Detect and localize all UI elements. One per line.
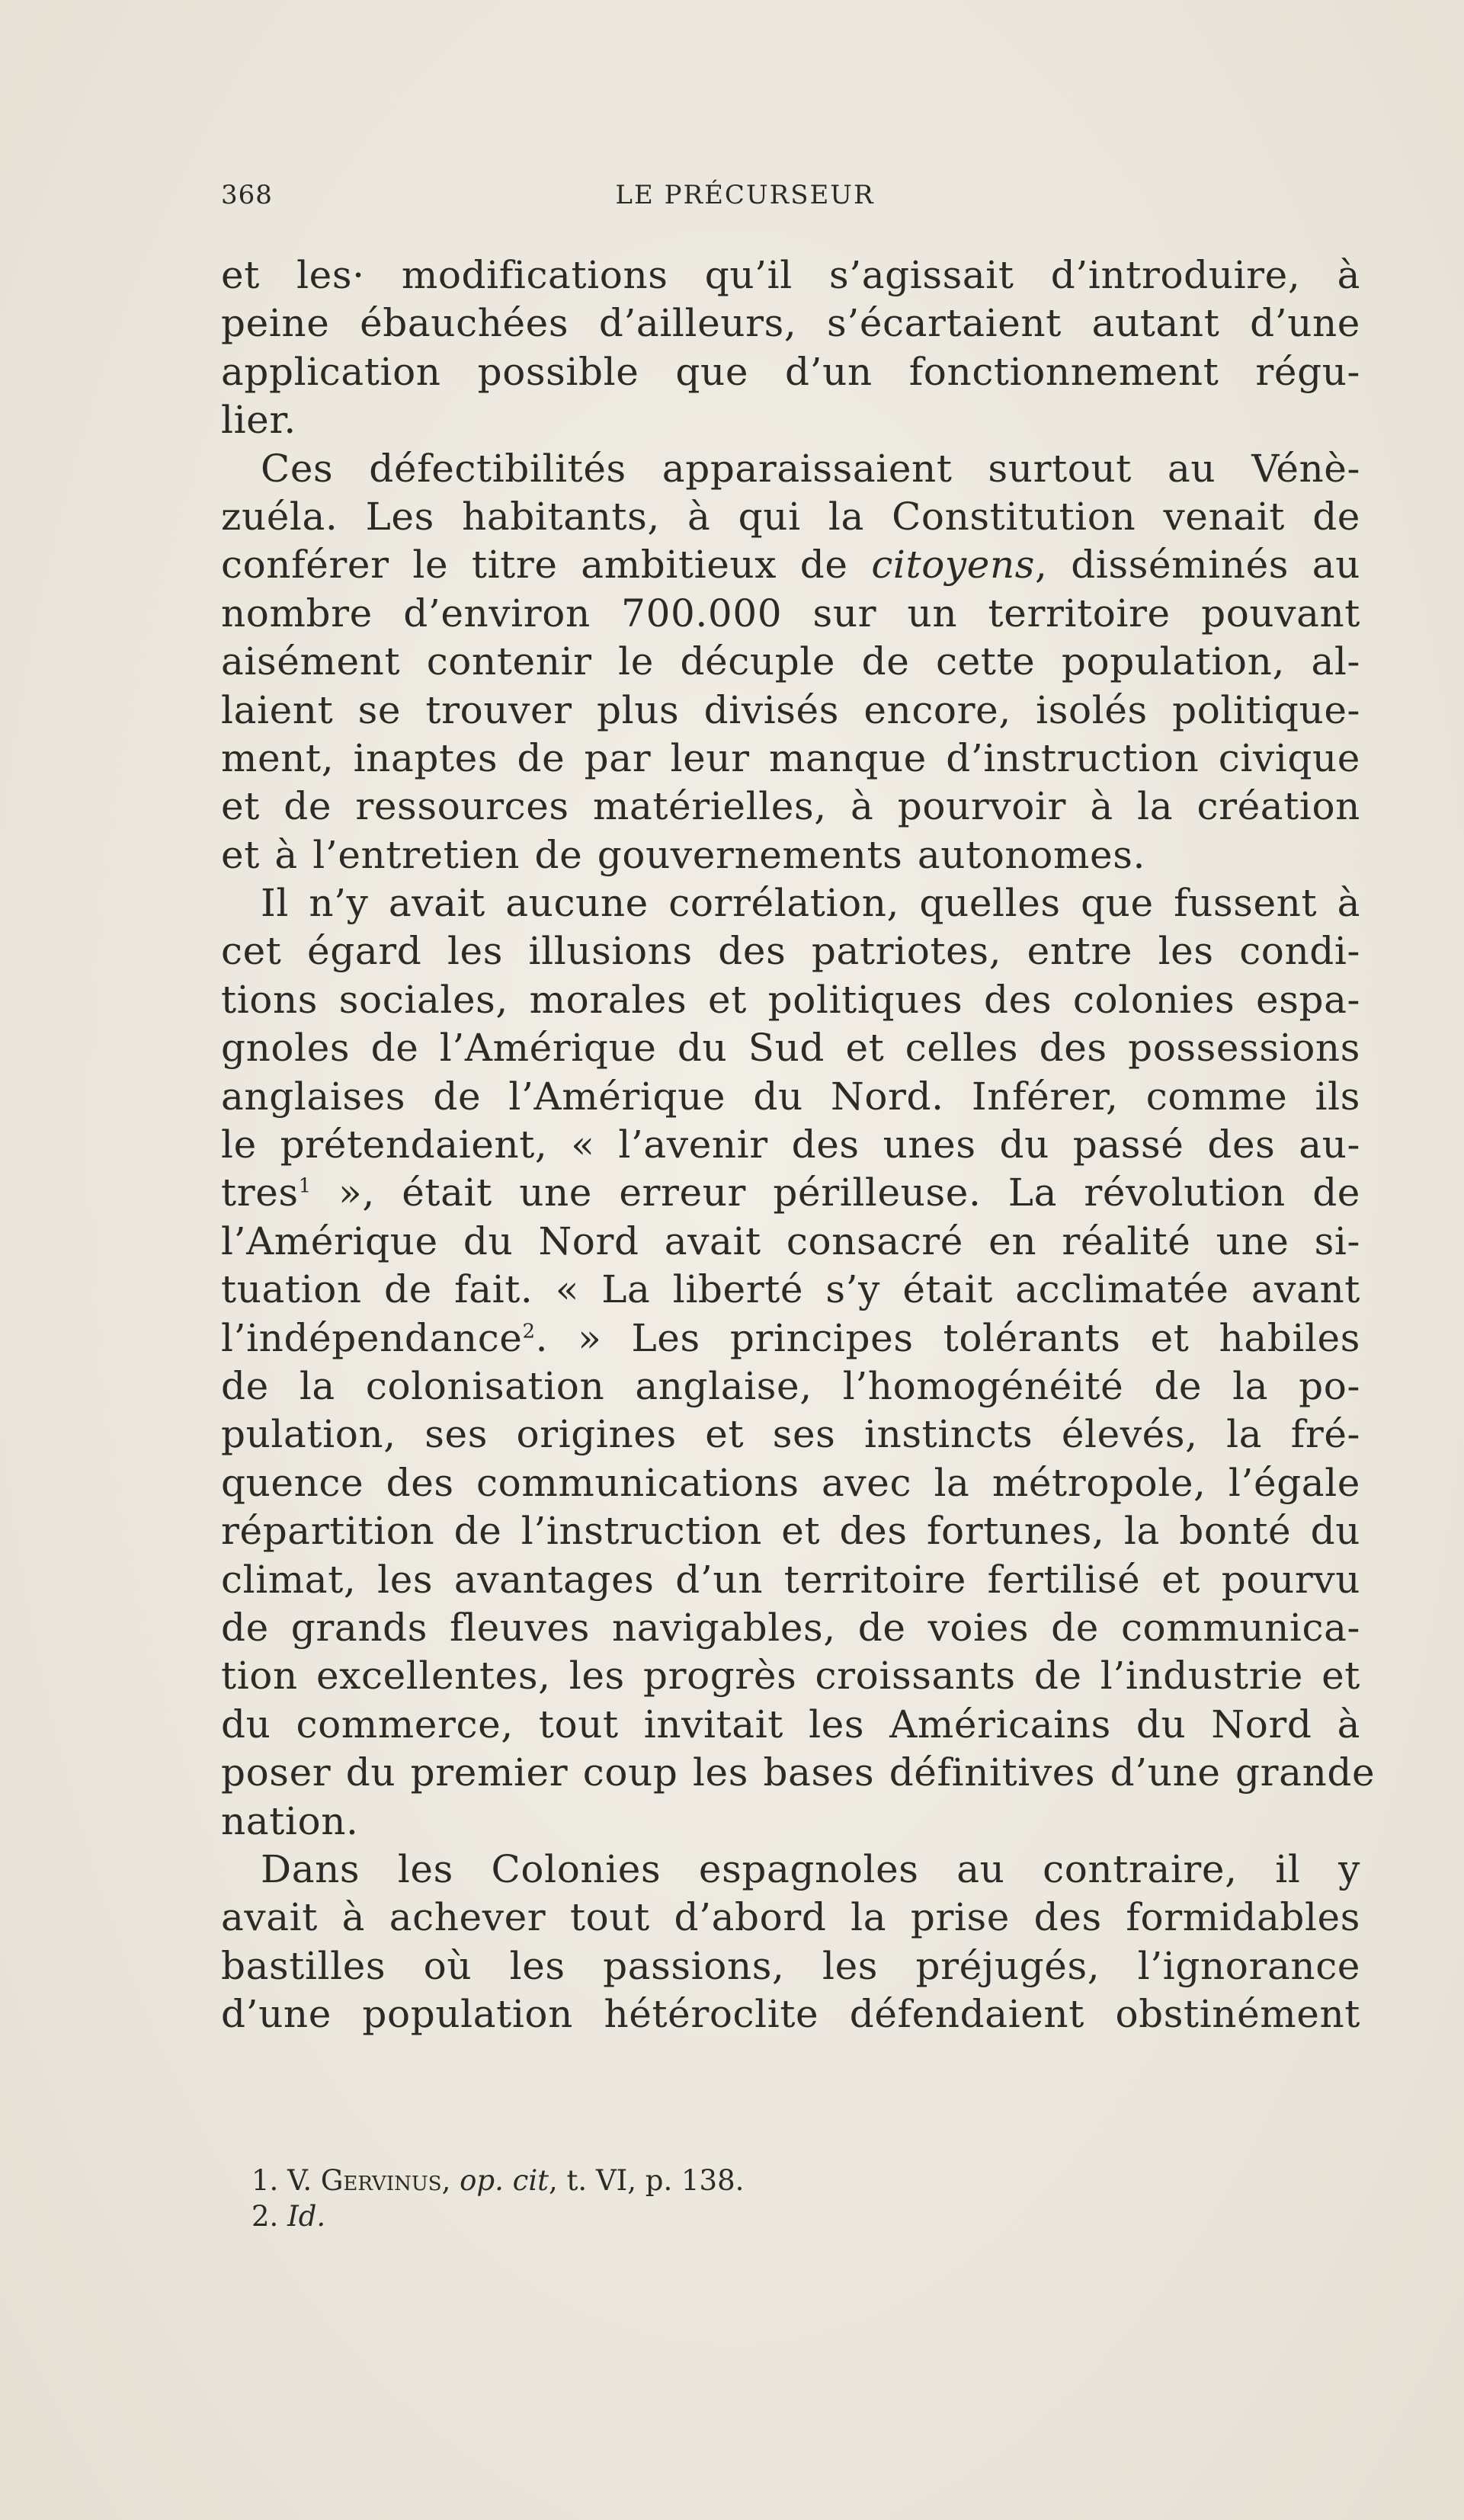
text-line: et à l’entretien de gouvernements autonomes. xyxy=(221,832,1145,877)
footnote-1 xyxy=(251,2163,1166,2198)
text-segment: conférer le titre ambitieux de xyxy=(221,543,872,588)
text-line: bastilles où les passions, les préjugés, l’ignorance xyxy=(221,1943,1360,1988)
text-line: nombre d’environ 700.000 sur un territoire pouvant xyxy=(221,591,1360,636)
text-line: tions sociales, morales et politiques des colonies espa- xyxy=(221,977,1360,1022)
text-line: répartition de l’instruction et des fortunes, la bonté du xyxy=(221,1509,1360,1554)
text-line: pulation, ses origines et ses instincts élevés, la fré- xyxy=(221,1412,1360,1457)
text-segment: , disséminés au xyxy=(1035,543,1360,588)
text-line: Dans les Colonies espagnoles au contraire, il y xyxy=(261,1846,1360,1891)
text-segment: . » Les principes tolérants et habiles xyxy=(535,1315,1360,1360)
text-line: climat, les avantages d’un territoire fertilisé et pourvu xyxy=(221,1557,1360,1602)
text-line: du commerce, tout invitait les Américains du Nord à xyxy=(221,1702,1360,1747)
text-line: et de ressources matérielles, à pourvoir à la création xyxy=(221,784,1360,829)
footnote-text: V. xyxy=(287,2164,312,2197)
running-title: LE PRÉCURSEUR xyxy=(615,180,875,210)
italic-term: citoyens xyxy=(871,543,1036,588)
page-number: 368 xyxy=(221,180,273,210)
footnote-text: Id. xyxy=(287,2200,326,2233)
text-line: nation. xyxy=(221,1798,359,1843)
text-line xyxy=(221,1314,1360,1362)
text-line: lier. xyxy=(221,398,296,443)
text-line: cet égard les illusions des patriotes, entre les condi- xyxy=(221,929,1360,974)
text-line: ment, inaptes de par leur manque d’instruction civique xyxy=(221,735,1360,780)
footnotes xyxy=(251,2163,1166,2234)
text-line: Ces défectibilités apparaissaient surtout au Vénè- xyxy=(261,446,1360,491)
text-line: zuéla. Les habitants, à qui la Constitution venait de xyxy=(221,494,1360,539)
text-line: Il n’y avait aucune corrélation, quelles que fussent à xyxy=(261,881,1360,926)
text-line: anglaises de l’Amérique du Nord. Inférer, comme ils xyxy=(221,1074,1360,1119)
footnote-2 xyxy=(251,2198,1166,2234)
footnote-author: Gervinus xyxy=(320,2164,442,2197)
text-segment: », était une erreur périlleuse. La révolution de xyxy=(311,1170,1360,1215)
text-line: gnoles de l’Amérique du Sud et celles des possessions xyxy=(221,1026,1360,1071)
text-line: tion excellentes, les progrès croissants de l’industrie et xyxy=(221,1654,1360,1699)
text-line: laient se trouver plus divisés encore, isolés politique- xyxy=(221,687,1360,732)
text-line: d’une population hétéroclite défendaient obstinément xyxy=(221,1992,1360,2037)
text-line xyxy=(221,541,1360,589)
text-line: avait à achever tout d’abord la prise des formidables xyxy=(221,1895,1360,1940)
text-line: quence des communications avec la métropole, l’égale xyxy=(221,1460,1360,1505)
text-line: tuation de fait. « La liberté s’y était acclimatée avant xyxy=(221,1267,1360,1312)
text-line: le prétendaient, « l’avenir des unes du passé des au- xyxy=(221,1122,1360,1167)
running-head xyxy=(221,180,1246,218)
text-line: peine ébauchées d’ailleurs, s’écartaient autant d’une xyxy=(221,301,1360,346)
text-line xyxy=(221,1169,1360,1217)
text-line: de grands fleuves navigables, de voies de communica- xyxy=(221,1605,1360,1650)
footnote-ref-1: 1 xyxy=(298,1174,312,1198)
text-line: application possible que d’un fonctionnement régu- xyxy=(221,349,1360,394)
footnote-number: 1. xyxy=(251,2164,279,2197)
footnote-italic: op. cit xyxy=(460,2164,549,2197)
text-line: poser du premier coup les bases définitives d’une grande xyxy=(221,1750,1376,1795)
text-segment: l’indépendance xyxy=(221,1315,523,1360)
footnote-text: , xyxy=(441,2164,451,2197)
text-segment: tres xyxy=(221,1170,299,1215)
text-line: et les· modifications qu’il s’agissait d’introduire, à xyxy=(221,253,1360,297)
body-text xyxy=(221,251,1376,2038)
footnote-ref-2: 2 xyxy=(522,1319,536,1343)
text-line: l’Amérique du Nord avait consacré en réalité une si- xyxy=(221,1218,1360,1263)
text-line: aisément contenir le décuple de cette population, al- xyxy=(221,639,1360,684)
footnote-number: 2. xyxy=(251,2200,279,2233)
text-line: de la colonisation anglaise, l’homogénéité de la po- xyxy=(221,1363,1360,1408)
footnote-text: , t. VI, p. 138. xyxy=(549,2164,745,2197)
